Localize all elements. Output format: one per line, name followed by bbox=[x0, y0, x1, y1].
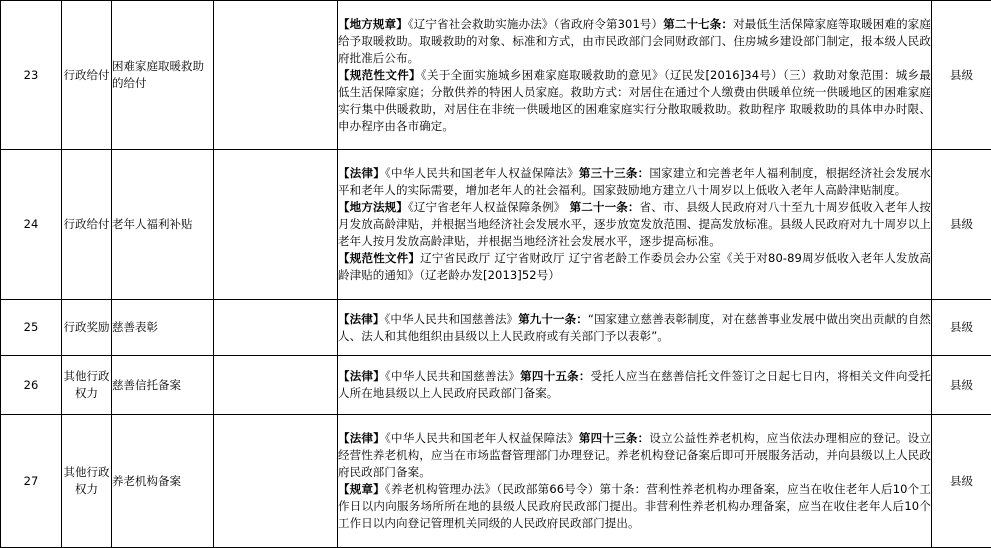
row-number: 24 bbox=[1, 150, 62, 300]
basis-tag: 【法律】 bbox=[338, 431, 385, 445]
basis-tag: 【法律】 bbox=[338, 166, 385, 180]
admin-level: 县级 bbox=[932, 415, 991, 548]
basis-article: 第九十一条： bbox=[518, 312, 588, 326]
legal-basis bbox=[338, 150, 932, 300]
admin-level: 县级 bbox=[932, 300, 991, 356]
basis-paragraph bbox=[338, 311, 931, 345]
empty-cell bbox=[214, 300, 338, 356]
basis-text: 对最低生活保障家庭等取暖困难的家庭给予取暖救助。取暖救助的对象、标准和方式，由市民政部门会同财政部门、住房城乡建设部门制定，报本级人民政府批准后公布。 bbox=[338, 17, 931, 65]
basis-tag: 【地方规章】 bbox=[338, 17, 408, 31]
basis-text: 省、市、县级人民政府对八十至九十周岁低收入老年人按月发放高龄津贴，并根据当地经济社会发展水平，逐步放宽发放范围、提高发放标准。县级人民政府对九十周岁以上老年人按月发放高龄津贴，并根据当地经济社会发展水平，逐步提高标准。 bbox=[338, 200, 931, 248]
table-row bbox=[1, 150, 991, 300]
basis-tag: 【规范性文件】 bbox=[338, 251, 420, 265]
basis-tag: 【法律】 bbox=[338, 369, 385, 383]
basis-tag: 【规章】 bbox=[338, 482, 385, 496]
basis-doc: 《中华人民共和国老年人权益保障法》 bbox=[385, 166, 579, 180]
table-row bbox=[1, 356, 991, 415]
item-name: 老年人福利补贴 bbox=[112, 150, 214, 300]
table-row bbox=[1, 1, 991, 150]
basis-text: “国家建立慈善表彰制度，对在慈善事业发展中做出突出贡献的自然人、法人和其他组织由县级以上人民政府或有关部门予以表彰”。 bbox=[338, 312, 931, 343]
basis-paragraph bbox=[338, 165, 931, 199]
empty-cell bbox=[214, 1, 338, 150]
basis-doc: 《关于全面实施城乡困难家庭取暖救助的意见》（辽民发[2016]34号） bbox=[421, 68, 783, 82]
admin-level: 县级 bbox=[932, 1, 991, 150]
basis-article: 第四十五条： bbox=[520, 369, 590, 383]
legal-basis bbox=[338, 1, 932, 150]
basis-text: 第十条：营利性养老机构办理备案，应当在收住老年人后10个工作日以内向服务场所所在地的县级人民政府民政部门提出。非营利性养老机构办理备案，应当在收住老年人后10个工作日以内向登记管理机关同级的人民政府民政部门提出。 bbox=[338, 482, 931, 530]
table-row bbox=[1, 415, 991, 548]
item-name: 慈善表彰 bbox=[112, 300, 214, 356]
basis-tag: 【法律】 bbox=[338, 312, 384, 326]
empty-cell bbox=[214, 356, 338, 415]
power-type: 其他行政权力 bbox=[62, 356, 112, 415]
basis-text: 受托人应当在慈善信托文件签订之日起七日内，将相关文件向受托人所在地县级以上人民政府民政部门备案。 bbox=[338, 369, 931, 400]
empty-cell bbox=[214, 415, 338, 548]
basis-text: 国家建立和完善老年人福利制度，根据经济社会发展水平和老年人的实际需要，增加老年人的社会福利。国家鼓励地方建立八十周岁以上低收入老年人高龄津贴制度。 bbox=[338, 166, 931, 197]
power-type: 其他行政权力 bbox=[62, 415, 112, 548]
item-name: 困难家庭取暖救助的给付 bbox=[112, 1, 214, 150]
legal-basis bbox=[338, 356, 932, 415]
basis-tag: 【规范性文件】 bbox=[338, 68, 421, 82]
basis-doc: 《养老机构管理办法》（民政部第66号令） bbox=[385, 482, 600, 496]
row-number: 25 bbox=[1, 300, 62, 356]
basis-paragraph bbox=[338, 430, 931, 481]
basis-text: 辽宁省民政厅 辽宁省财政厅 辽宁省老龄工作委员会办公室《关于对80-89周岁低收入老年人发放高龄津贴的通知》（辽老龄办发[2013]52号） bbox=[338, 251, 931, 282]
basis-article: 第二十一条： bbox=[565, 200, 639, 214]
power-type: 行政给付 bbox=[62, 1, 112, 150]
item-name: 慈善信托备案 bbox=[112, 356, 214, 415]
table-row bbox=[1, 300, 991, 356]
basis-paragraph bbox=[338, 16, 931, 67]
basis-paragraph bbox=[338, 199, 931, 250]
row-number: 23 bbox=[1, 1, 62, 150]
basis-doc: 《中华人民共和国慈善法》 bbox=[385, 369, 520, 383]
legal-basis bbox=[338, 300, 932, 356]
basis-article: 第三十三条： bbox=[579, 166, 649, 180]
basis-article: 第二十七条： bbox=[663, 17, 733, 31]
basis-text: （三）救助对象范围：城乡最低生活保障家庭；分散供养的特困人员家庭。救助方式：对居住在通过个人缴费由供暖单位统一供暖地区的困难家庭实行集中供暖救助，对居住在非统一供暖地区的困难家庭实行分散取暖救助。救助程序 取暖救助的具体申办时限、申办程序由各市确定。 bbox=[338, 68, 931, 133]
basis-doc: 《辽宁省老年人权益保障条例》 bbox=[408, 200, 565, 214]
admin-level: 县级 bbox=[932, 356, 991, 415]
basis-paragraph bbox=[338, 250, 931, 284]
row-number: 27 bbox=[1, 415, 62, 548]
basis-article: 第四十三条： bbox=[579, 431, 649, 445]
item-name: 养老机构备案 bbox=[112, 415, 214, 548]
power-type: 行政奖励 bbox=[62, 300, 112, 356]
row-number: 26 bbox=[1, 356, 62, 415]
admin-level: 县级 bbox=[932, 150, 991, 300]
basis-paragraph bbox=[338, 481, 931, 532]
legal-basis bbox=[338, 415, 932, 548]
basis-paragraph bbox=[338, 67, 931, 135]
basis-doc: 《中华人民共和国慈善法》 bbox=[384, 312, 518, 326]
basis-doc: 《辽宁省社会救助实施办法》（省政府令第301号） bbox=[408, 17, 663, 31]
basis-tag: 【地方法规】 bbox=[338, 200, 408, 214]
empty-cell bbox=[214, 150, 338, 300]
basis-text: 设立公益性养老机构，应当依法办理相应的登记。设立经营性养老机构，应当在市场监督管理部门办理登记。养老机构登记备案后即可开展服务活动，并向县级以上人民政府民政部门备案。 bbox=[338, 431, 931, 479]
basis-paragraph bbox=[338, 368, 931, 402]
power-type: 行政给付 bbox=[62, 150, 112, 300]
basis-doc: 《中华人民共和国老年人权益保障法》 bbox=[385, 431, 579, 445]
